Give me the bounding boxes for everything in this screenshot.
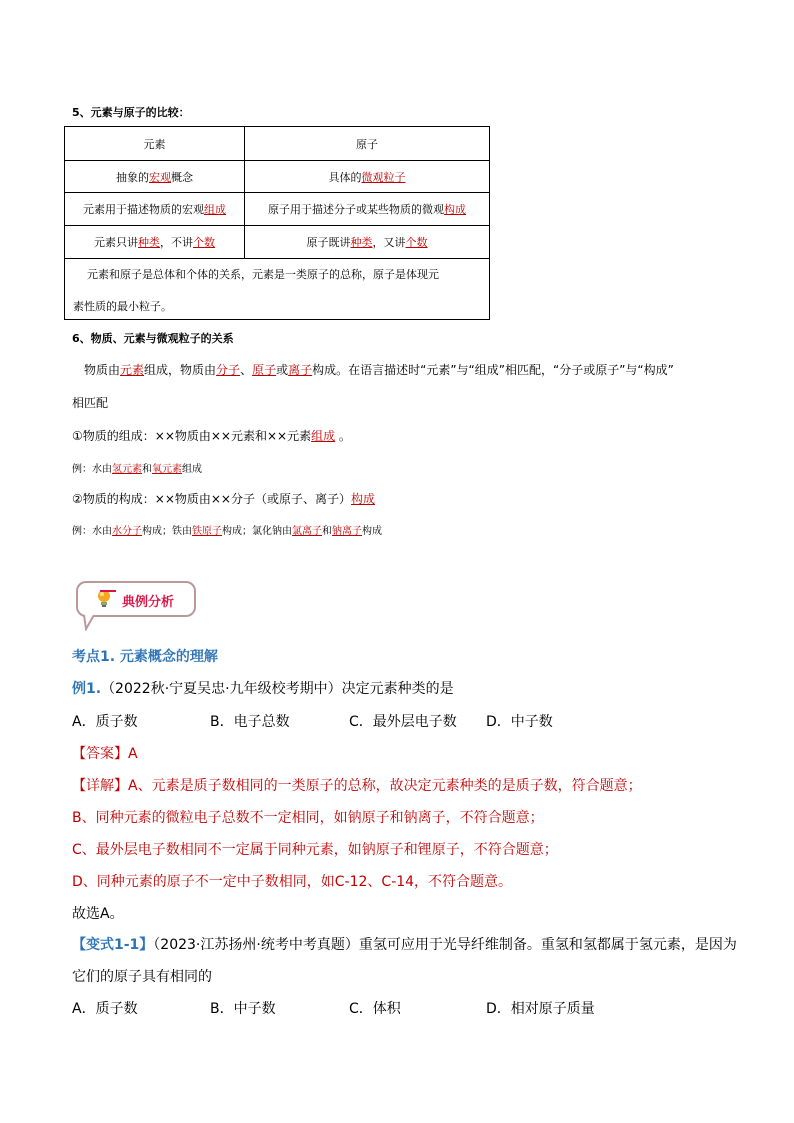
section5-title: 5、元素与原子的比较： [72, 106, 190, 119]
comparison-table [64, 126, 490, 320]
construction-example: 例：水由水分子构成；铁由铁原子构成；氯化钠由氯离子和钠离子构成 [72, 526, 382, 537]
table-header-atom: 原子 [356, 137, 378, 151]
topic-heading: 考点1. 元素概念的理解 [72, 649, 218, 665]
table-row [65, 127, 489, 161]
table-cell: 原子既讲 种类 ，又讲 个数 [306, 236, 428, 249]
table-cell: 抽象的 宏观 概念 [65, 161, 245, 192]
section6-paragraph-line2: 相匹配 [72, 396, 109, 410]
table-header-element: 元素 [65, 127, 245, 160]
option-c: C．体积 [349, 1001, 401, 1017]
variant1-question-line2: 它们的原子具有相同的 [72, 969, 212, 985]
composition-example: 例：水由氢元素和氧元素组成 [72, 464, 202, 475]
option-b: B．中子数 [210, 1001, 276, 1017]
conclusion: 故选A。 [72, 906, 124, 922]
section6-paragraph: 物质由元素组成，物质由分子、原子或离子构成。在语言描述时“元素”与“组成”相匹配，“分子或原子”与“构成” [84, 363, 674, 377]
table-cell: 原子用于描述分子或某些物质的微观 构成 [268, 203, 466, 216]
table-cell: 元素只讲 种类 ，不讲 个数 [65, 226, 245, 258]
table-cell: 元素用于描述物质的宏观 组成 [65, 193, 245, 225]
option-a: A．质子数 [72, 1001, 138, 1017]
option-b: B．电子总数 [210, 714, 290, 730]
composition-item: ①物质的组成：××物质由××元素和××元素组成 。 [72, 429, 351, 443]
option-a: A．质子数 [72, 714, 138, 730]
option-c: C．最外层电子数 [349, 714, 457, 730]
lightbulb-icon [96, 589, 112, 609]
detail-line: 【详解】A、元素是质子数相同的一类原子的总称，故决定元素种类的是质子数，符合题意； [72, 778, 642, 794]
example-analysis-banner [76, 581, 196, 617]
option-d: D．相对原子质量 [486, 1001, 595, 1017]
banner-tail [82, 615, 96, 631]
banner-dash [100, 590, 116, 592]
banner-label: 典例分析 [122, 595, 175, 610]
detail-line: D、同种元素的原子不一定中子数相同，如C-12、C-14，不符合题意。 [72, 874, 513, 890]
example1-question: 例1.（2022秋·宁夏吴忠·九年级校考期中）决定元素种类的是 [72, 681, 454, 697]
table-note: 元素和原子是总体和个体的关系，元素是一类原子的总称，原子是体现元 素性质的最小粒子。 [73, 268, 439, 313]
option-d: D．中子数 [486, 714, 553, 730]
table-row [65, 226, 489, 259]
detail-line: B、同种元素的微粒电子总数不一定相同，如钠原子和钠离子，不符合题意； [72, 810, 544, 826]
construction-item: ②物质的构成：××物质由××分子（或原子、离子）构成 [72, 492, 375, 506]
table-row [65, 193, 489, 226]
table-row [65, 161, 489, 193]
answer-label: 【答案】A [72, 746, 138, 762]
table-cell: 具体的 微观粒子 [328, 170, 406, 184]
section6-title: 6、物质、元素与微观粒子的关系 [72, 332, 234, 345]
variant1-question: 【变式1-1】（2023·江苏扬州·统考中考真题）重氢可应用于光导纤维制备。重氢和氢都属于氢元素，是因为 [72, 937, 737, 953]
detail-line: C、最外层电子数相同不一定属于同种元素，如钠原子和锂原子，不符合题意； [72, 842, 558, 858]
